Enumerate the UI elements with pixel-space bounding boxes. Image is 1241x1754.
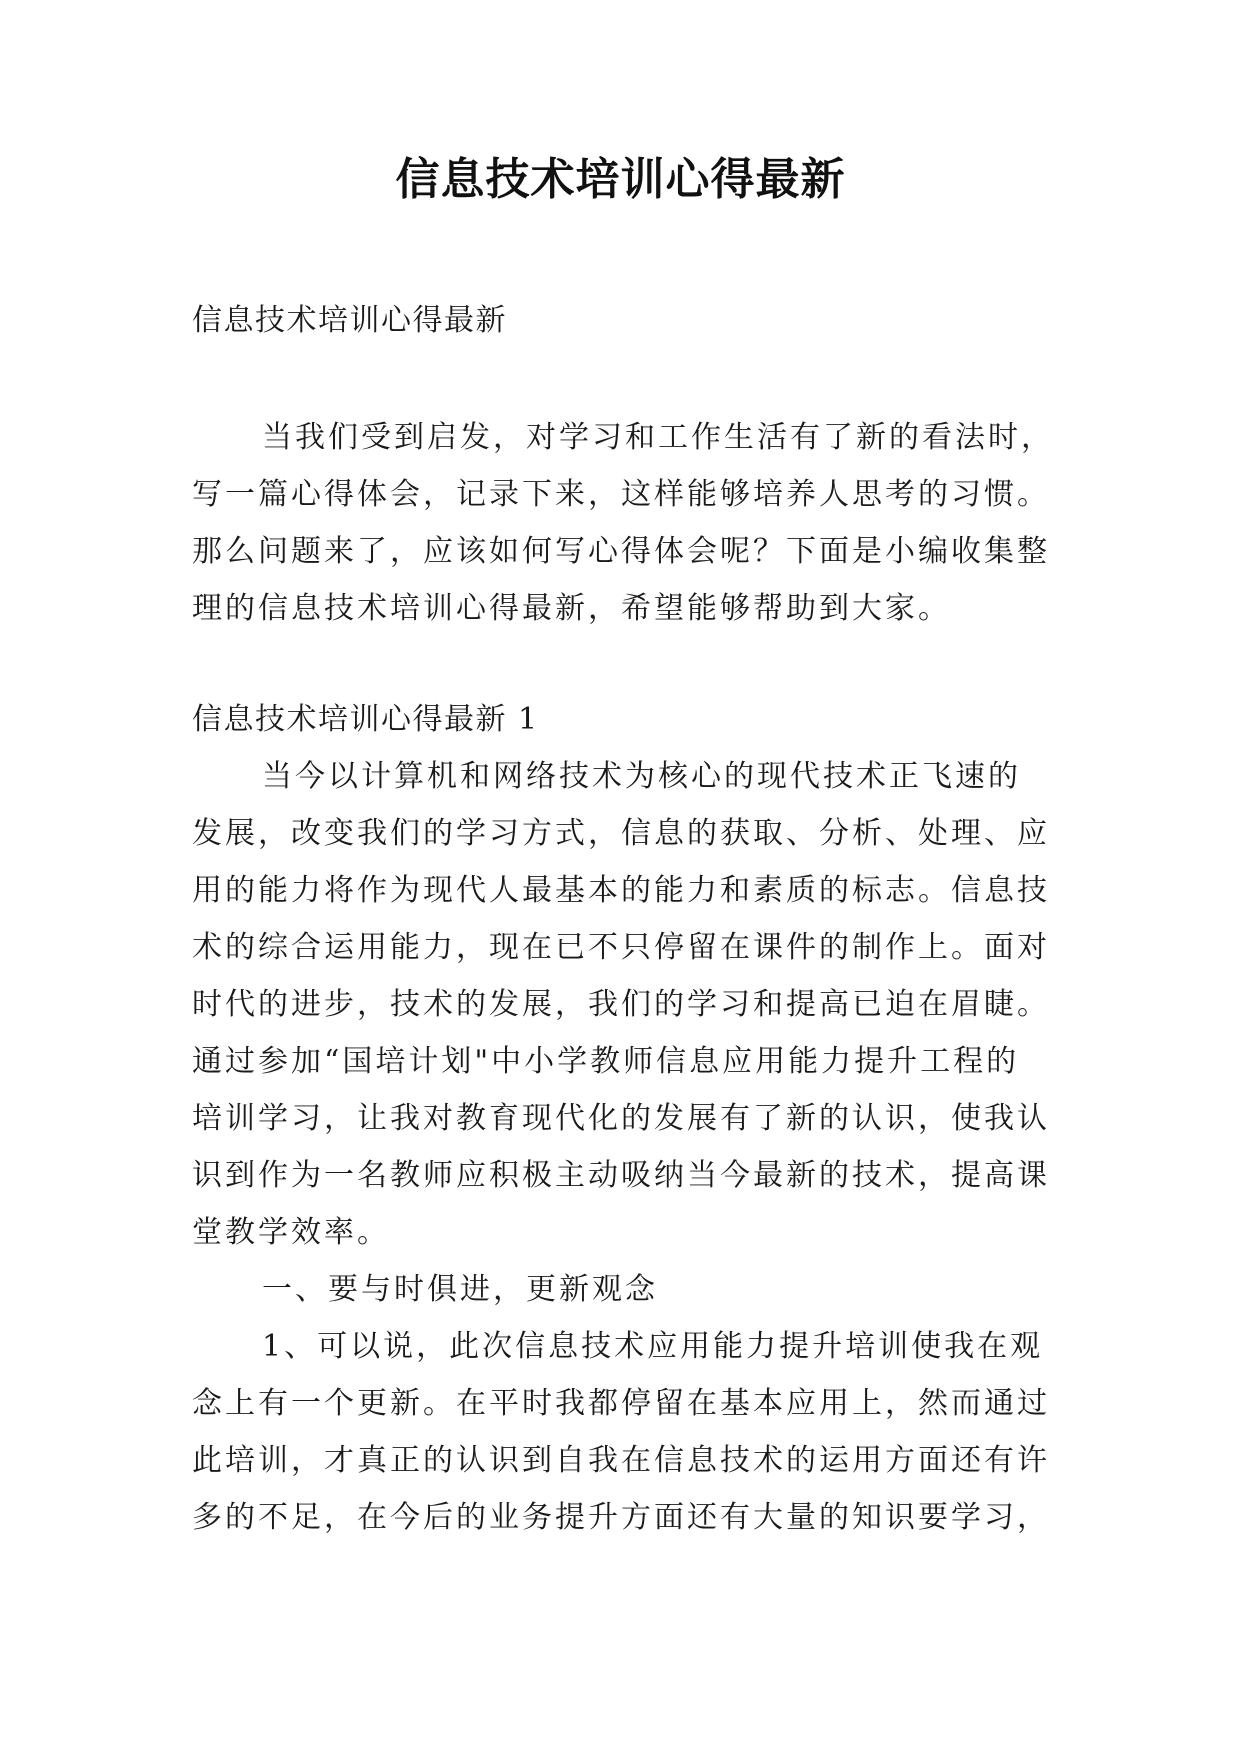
document-body bbox=[192, 292, 1072, 1546]
section-line: 通过参加“国培计划"中小学教师信息应用能力提升工程的 bbox=[192, 1044, 1020, 1079]
intro-line: 理的信息技术培训心得最新，希望能够帮助到大家。 bbox=[192, 591, 951, 626]
section-line: 识到作为一名教师应积极主动吸纳当今最新的技术，提高课 bbox=[192, 1158, 1050, 1193]
section-line: 发展，改变我们的学习方式，信息的获取、分析、处理、应 bbox=[192, 816, 1050, 851]
intro-line: 那么问题来了，应该如何写心得体会呢？下面是小编收集整 bbox=[192, 534, 1050, 569]
intro-line: 当我们受到启发，对学习和工作生活有了新的看法时， bbox=[262, 420, 1054, 455]
section-line: 术的综合运用能力，现在已不只停留在课件的制作上。面对 bbox=[192, 930, 1050, 965]
section-heading: 信息技术培训心得最新 1 bbox=[192, 702, 539, 737]
point-line: 此培训，才真正的认识到自我在信息技术的运用方面还有许 bbox=[192, 1443, 1050, 1478]
section-paragraph bbox=[192, 748, 1072, 1261]
point-line: 1、可以说，此次信息技术应用能力提升培训使我在观 bbox=[262, 1329, 1044, 1364]
point-heading: 一、要与时俱进，更新观念 bbox=[262, 1272, 658, 1307]
document-subtitle: 信息技术培训心得最新 bbox=[192, 303, 507, 338]
document-title: 信息技术培训心得最新 bbox=[395, 154, 846, 205]
section-line: 时代的进步，技术的发展，我们的学习和提高已迫在眉睫。 bbox=[192, 987, 1050, 1022]
point-paragraph bbox=[192, 1318, 1072, 1546]
intro-paragraph bbox=[192, 409, 1072, 637]
section-line: 堂教学效率。 bbox=[192, 1215, 390, 1250]
section-line: 当今以计算机和网络技术为核心的现代技术正飞速的 bbox=[262, 759, 1021, 794]
point-line: 多的不足，在今后的业务提升方面还有大量的知识要学习， bbox=[192, 1500, 1050, 1535]
intro-line: 写一篇心得体会，记录下来，这样能够培养人思考的习惯。 bbox=[192, 477, 1050, 512]
section-line: 用的能力将作为现代人最基本的能力和素质的标志。信息技 bbox=[192, 873, 1050, 908]
point-line: 念上有一个更新。在平时我都停留在基本应用上，然而通过 bbox=[192, 1386, 1050, 1421]
section-line: 培训学习，让我对教育现代化的发展有了新的认识，使我认 bbox=[192, 1101, 1050, 1136]
